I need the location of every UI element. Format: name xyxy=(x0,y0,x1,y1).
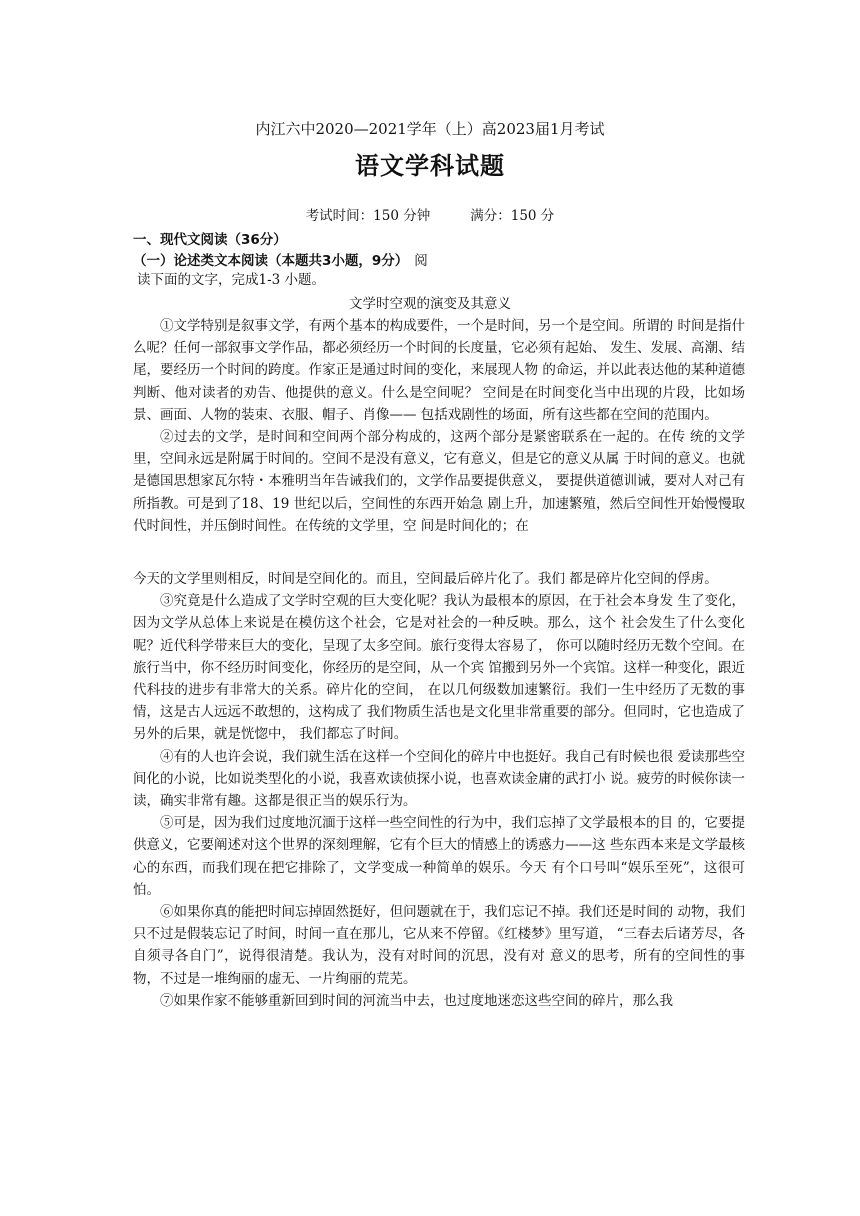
paragraph-6: ⑥如果你真的能把时间忘掉固然挺好，但问题就在于，我们忘记不掉。我们还是时间的 动物，我们只不过是假装忘记了时间，时间一直在那儿，它从来不停留。《红楼梦》里写道， “三春去后诸芳尽，各自须寻各自门”，说得很清楚。我认为，没有对时间的沉思，没有对 意义的思考，所有的空间性的事物，不过是一堆绚丽的虚无、一片绚丽的荒芜。 xyxy=(133,904,745,987)
paragraph-4: ④有的人也许会说，我们就生活在这样一个空间化的碎片中也挺好。我自己有时候也很 爱读那些空间化的小说，比如说类型化的小说，我喜欢读侦探小说，也喜欢读金庸的武打小 说。疲劳的时候你读一读，确实非常有趣。这都是很正当的娱乐行为。 xyxy=(133,748,745,810)
paragraph-3: ③究竟是什么造成了文学时空观的巨大变化呢？我认为最根本的原因，在于社会本身发 生了变化，因为文学从总体上来说是在模仿这个社会，它是对社会的一种反映。那么，这个 社会发生了什么变化呢？近代科学带来巨大的变化，呈现了太多空间。旅行变得太容易了， 你可以随时经历无数个空间。在旅行当中，你不经历时间变化，你经历的是空间，从一个宾 馆搬到另外一个宾馆。这样一种变化，跟近代科技的进步有非常大的关系。碎片化的空间， 在以几何级数加速繁衍。我们一生中经历了无数的事情，这是古人远远不敢想的，这构成了 我们物质生活也是文化里非常重要的部分。但同时，它也造成了另外的后果，就是恍惚中， 我们都忘了时间。 xyxy=(133,593,745,743)
essay-title: 文学时空观的演变及其意义 xyxy=(349,296,511,312)
exam-header: 内江六中2020—2021学年（上）高2023届1月考试 xyxy=(255,120,605,138)
paragraph-5: ⑤可是，因为我们过度地沉湎于这样一些空间性的行为中，我们忘掉了文学最根本的目 的，它要提供意义，它要阐述对这个世界的深刻理解，它有个巨大的情感上的诱惑力——这 些东西本来是文学最核心的东西，而我们现在把它排除了，文学变成一种简单的娱乐。今天 有个口号叫“娱乐至死”，这很可怕。 xyxy=(133,815,745,898)
paragraph-2-continued: 今天的文学里则相反，时间是空间化的。而且，空间最后碎片化了。我们 都是碎片化空间的俘虏。 xyxy=(133,571,718,587)
essay-body-top xyxy=(133,315,745,537)
section-heading: 一、现代文阅读（36分） xyxy=(133,232,287,248)
essay-body-bottom xyxy=(133,568,745,1012)
subsection-label: （一）论述类文本阅读（本题共3小题，9分） xyxy=(133,253,409,269)
paragraph-1: ①文学特别是叙事文学，有两个基本的构成要件，一个是时间，另一个是空间。所谓的 时间是指什么呢？任何一部叙事文学作品，都必须经历一个时间的长度量，它必须有起始、 发生、发展、高潮、结尾，要经历一个时间的跨度。作家正是通过时间的变化，来展现人物 的命运，并以此表达他的某种道德判断、他对读者的劝告、他提供的意义。什么是空间呢？ 空间是在时间变化当中出现的片段，比如场景、画面、人物的装束、衣服、帽子、肖像—— 包括戏剧性的场面，所有这些都在空间的范围内。 xyxy=(133,318,745,423)
subsection-read: 阅 xyxy=(414,253,428,269)
page-title: 语文学科试题 xyxy=(355,151,505,180)
paragraph-2: ②过去的文学，是时间和空间两个部分构成的，这两个部分是紧密联系在一起的。在传 统的文学里，空间永远是附属于时间的。空间不是没有意义，它有意义，但是它的意义从属 于时间的意义。也就是德国思想家瓦尔特・本雅明当年告诫我们的，文学作品要提供意义， 要提供道德训诫，要对人对己有所指教。可是到了18、19 世纪以后，空间性的东西开始急 剧上升，加速繁殖，然后空间性开始慢慢取代时间性，并压倒时间性。在传统的文学里，空 间是时间化的；在 xyxy=(133,429,745,534)
exam-time: 考试时间：150 分钟 xyxy=(305,208,431,224)
subsection-heading xyxy=(133,249,428,269)
instruction: 读下面的文字，完成1-3 小题。 xyxy=(137,272,326,288)
exam-meta xyxy=(0,204,860,224)
paragraph-7: ⑦如果作家不能够重新回到时间的河流当中去，也过度地迷恋这些空间的碎片，那么我 xyxy=(160,992,673,1009)
exam-score: 满分：150 分 xyxy=(470,208,555,224)
